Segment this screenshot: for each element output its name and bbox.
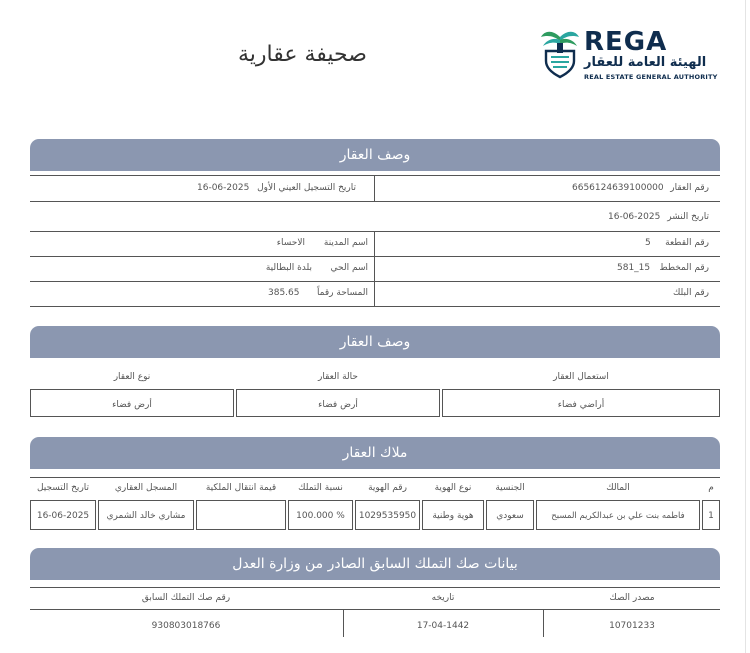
publish-date-label: تاريخ النشر	[667, 212, 709, 222]
row-divider	[30, 281, 720, 282]
row-divider	[30, 609, 720, 610]
plan-number-value: 581_15	[617, 263, 651, 273]
property-number-value: 6656124639100000	[572, 183, 664, 193]
property-usage-value: أراضي فضاء	[557, 400, 605, 410]
col-transfer-value-header: قيمة انتقال الملكية	[205, 483, 277, 493]
page-edge	[745, 0, 746, 653]
rega-logo	[540, 25, 720, 85]
section-previous-deed-header: بيانات صك التملك السابق الصادر من وزارة العدل	[30, 548, 720, 580]
section-owners-header: ملاك العقار	[30, 437, 720, 469]
deed-source-label: مصدر الصك	[609, 593, 655, 603]
property-usage-label: استعمال العقار	[553, 372, 609, 382]
district-name-value: بلدة البطالية	[265, 263, 312, 273]
owner-share: 100.000 %	[296, 511, 345, 521]
city-name-value: الاحساء	[276, 238, 305, 248]
deed-date-value: 17-04-1442	[416, 621, 470, 631]
section-property-usage-header: وصف العقار	[30, 326, 720, 358]
col-owner-header: المالك	[606, 483, 630, 493]
first-registration-date-value: 16-06-2025	[197, 183, 250, 193]
area-label: المساحة رقماً	[316, 288, 368, 298]
publish-date-value: 16-06-2025	[608, 212, 661, 222]
col-share-header: نسبة التملك	[298, 483, 343, 493]
owner-id-type: هوية وطنية	[432, 511, 474, 521]
previous-deed-number-value: 930803018766	[151, 621, 221, 631]
logo-wordmark: REGA	[584, 27, 668, 57]
first-registration-date-label: تاريخ التسجيل العيني الأول	[257, 183, 356, 193]
logo-english-name: REAL ESTATE GENERAL AUTHORITY	[584, 73, 718, 81]
property-type-value: أرض فضاء	[112, 400, 152, 410]
column-divider	[374, 175, 375, 201]
row-divider	[30, 175, 720, 176]
plot-number-value: 5	[645, 238, 651, 248]
deed-date-label: تاريخه	[431, 593, 455, 603]
deed-source-value: 10701233	[609, 621, 655, 631]
owner-id-number: 1029535950	[358, 511, 417, 521]
col-registration-date-header: تاريخ التسجيل	[36, 483, 90, 493]
section-property-description-header: وصف العقار	[30, 139, 720, 171]
previous-deed-number-label: رقم صك التملك السابق	[141, 593, 231, 603]
col-id-number-header: رقم الهوية	[368, 483, 407, 493]
col-nationality-header: الجنسية	[495, 483, 525, 493]
owner-registrar: مشاري خالد الشمري	[106, 511, 186, 521]
city-name-label: اسم المدينة	[323, 238, 368, 248]
col-id-type-header: نوع الهوية	[434, 483, 472, 493]
owner-nationality: سعودي	[496, 511, 524, 521]
owner-registration-date: 16-06-2025	[36, 511, 90, 521]
row-divider	[30, 256, 720, 257]
plan-number-label: رقم المخطط	[659, 263, 709, 273]
owner-number: 1	[708, 511, 714, 521]
property-status-label: حالة العقار	[318, 372, 358, 382]
property-status-value: أرض فضاء	[318, 400, 358, 410]
owner-row-cell	[196, 500, 286, 530]
area-value: 385.65	[268, 288, 300, 298]
row-divider	[30, 201, 720, 202]
row-divider	[30, 306, 720, 307]
block-number-label: رقم البلك	[672, 288, 709, 298]
row-divider	[30, 477, 720, 478]
plot-number-label: رقم القطعة	[665, 238, 709, 248]
col-number-header: م	[708, 483, 714, 493]
row-divider	[30, 587, 720, 588]
logo-arabic-name: الهيئة العامة للعقار	[584, 55, 707, 70]
row-divider	[30, 231, 720, 232]
property-number-label: رقم العقار	[670, 183, 709, 193]
col-registrar-header: المسجل العقاري	[114, 483, 178, 493]
document-title: صحيفة عقارية	[238, 42, 367, 67]
column-divider	[374, 231, 375, 306]
owner-name: فاطمه بنت علي بن عبدالكريم المسبح	[551, 511, 685, 521]
district-name-label: اسم الحي	[330, 263, 368, 273]
palm-emblem-icon	[540, 27, 580, 79]
property-type-label: نوع العقار	[113, 372, 151, 382]
